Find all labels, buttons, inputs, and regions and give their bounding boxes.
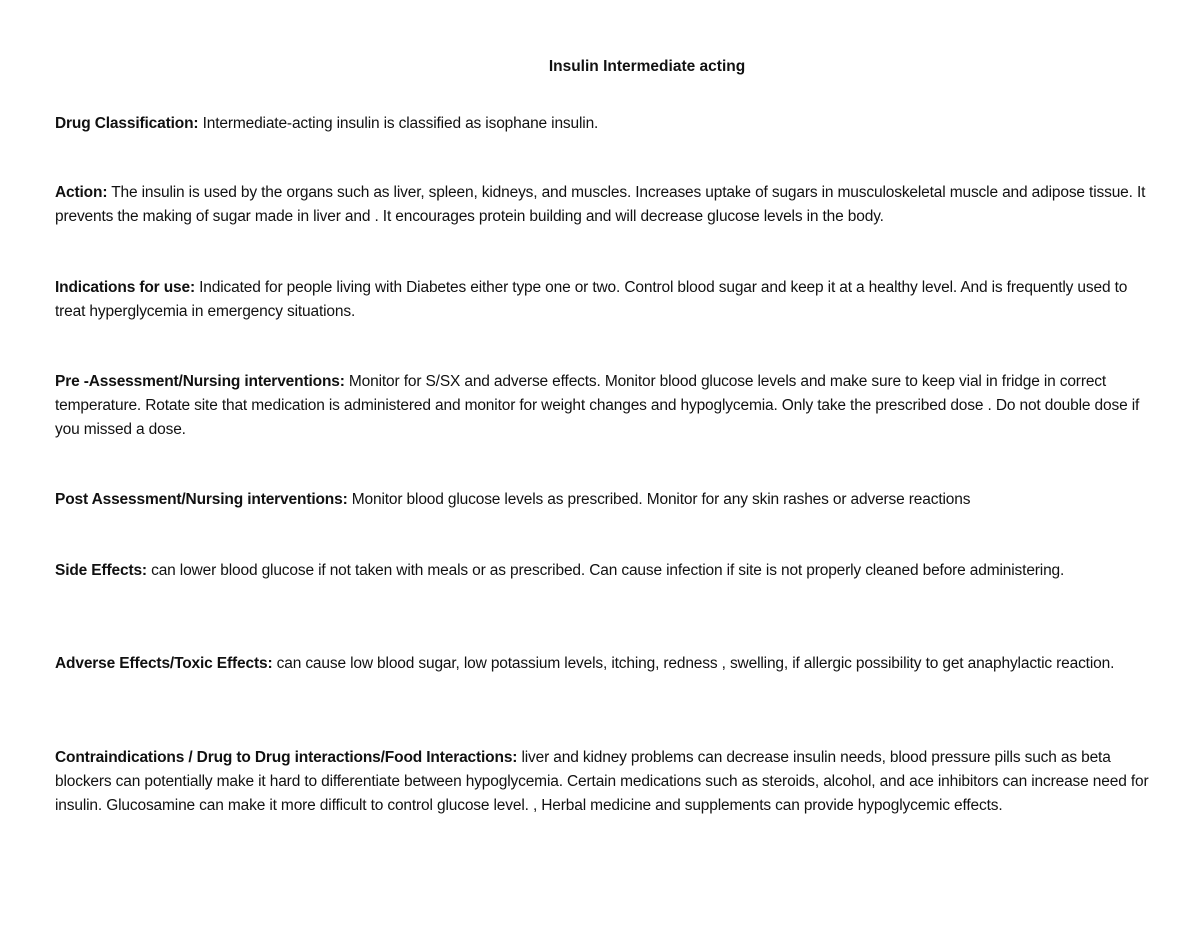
- section-text: can lower blood glucose if not taken with meals or as prescribed. Can cause infection if site is not properly cleaned before administering.: [146, 562, 1065, 579]
- section-action: [55, 181, 1150, 229]
- section-text: Indicated for people living with Diabetes either type one or two. Control blood sugar and keep it at a healthy level. And is frequently used to treat hyperglycemia in emergency situations.: [55, 279, 1128, 320]
- section-label: Pre -Assessment/Nursing interventions:: [55, 373, 345, 390]
- section-label: Indications for use:: [55, 279, 195, 296]
- section-indications: [55, 276, 1150, 324]
- section-text: Monitor for S/SX and adverse effects. Monitor blood glucose levels and make sure to keep vial in fridge in correct temperature. Rotate site that medication is administered and monitor for weight changes and hypoglycemia. Only take the prescribed dose . Do not double dose if you missed a dose.: [55, 373, 1140, 438]
- section-text: The insulin is used by the organs such as liver, spleen, kidneys, and muscles. Increases uptake of sugars in musculoskeletal muscle and adipose tissue. It prevents the making of sugar made in liver and . It encourages protein building and will decrease glucose levels in the body.: [55, 184, 1146, 225]
- section-side-effects: [55, 559, 1150, 583]
- document-title: Insulin Intermediate acting: [548, 58, 746, 75]
- section-post-assessment: [55, 488, 1150, 512]
- section-label: Post Assessment/Nursing interventions:: [55, 491, 348, 508]
- section-text: liver and kidney problems can decrease insulin needs, blood pressure pills such as beta blockers can potentially make it hard to differentiate between hypoglycemia. Certain medications such as steroids, alcohol, and ace inhibitors can increase need for insulin. Glucosamine can make it more difficult to control glucose level. , Herbal medicine and supplements can provide hypoglycemic effects.: [55, 749, 1149, 814]
- section-text: can cause low blood sugar, low potassium levels, itching, redness , swelling, if allergic possibility to get anaphylactic reaction.: [272, 655, 1115, 672]
- section-adverse-effects: [55, 652, 1150, 676]
- section-drug-classification: [55, 112, 1150, 136]
- section-label: Action:: [55, 184, 108, 201]
- section-text: Intermediate-acting insulin is classified as isophane insulin.: [198, 115, 599, 132]
- section-pre-assessment: [55, 370, 1150, 442]
- section-contraindications: [55, 746, 1150, 818]
- section-label: Drug Classification:: [55, 115, 199, 132]
- section-label: Adverse Effects/Toxic Effects:: [55, 655, 273, 672]
- section-label: Contraindications / Drug to Drug interactions/Food Interactions:: [55, 749, 518, 766]
- section-label: Side Effects:: [55, 562, 147, 579]
- section-text: Monitor blood glucose levels as prescribed. Monitor for any skin rashes or adverse reactions: [347, 491, 971, 508]
